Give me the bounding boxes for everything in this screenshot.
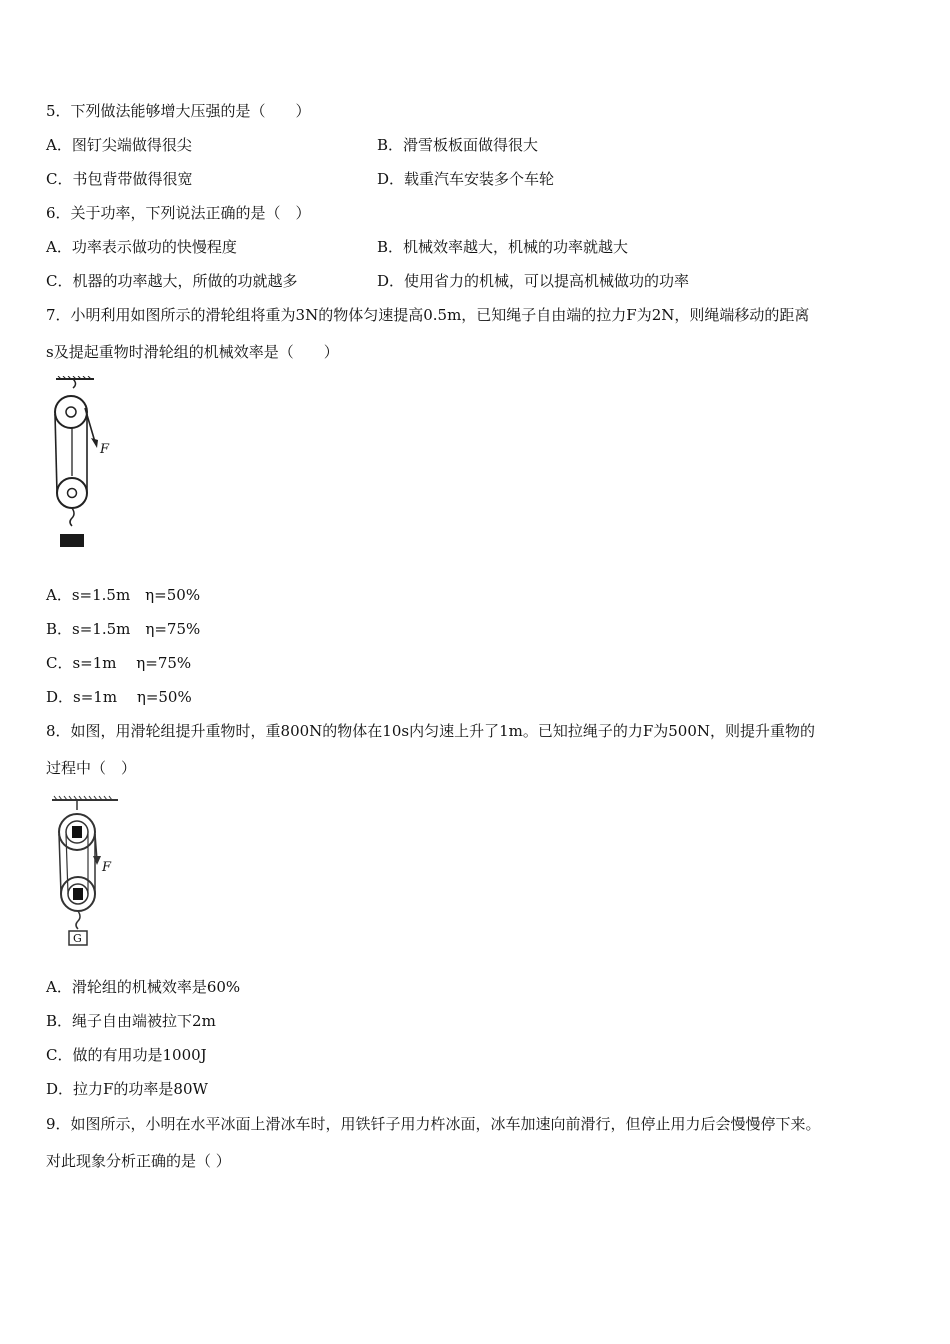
q5-stem: 5．下列做法能够增大压强的是（ ） [46, 102, 311, 120]
q7-pulley-figure [50, 376, 130, 552]
q8-figure-weight-label: G [73, 932, 82, 945]
q6-stem: 6．关于功率，下列说法正确的是（ ） [46, 204, 311, 222]
q8-figure-force-label: F [102, 860, 112, 875]
q8-option-a: A．滑轮组的机械效率是60% [46, 978, 241, 996]
q6-option-d: D．使用省力的机械，可以提高机械做功的功率 [377, 272, 690, 290]
q7-stem-line1: 7．小明利用如图所示的滑轮组将重为3N的物体匀速提高0.5m，已知绳子自由端的拉力F为2N，则绳端移动的距离 [46, 306, 810, 324]
q5-option-d: D．载重汽车安装多个车轮 [377, 170, 555, 188]
q6-option-c: C．机器的功率越大，所做的功就越多 [46, 272, 298, 290]
q6-option-b: B．机械效率越大，机械的功率就越大 [377, 238, 629, 256]
q7-option-c: C．s=1m η=75% [46, 654, 192, 672]
q8-pulley-figure [50, 794, 130, 950]
q6-option-a: A．功率表示做功的快慢程度 [46, 238, 237, 256]
q8-option-b: B．绳子自由端被拉下2m [46, 1012, 216, 1030]
q5-option-a: A．图钉尖端做得很尖 [46, 136, 192, 154]
q5-option-b: B．滑雪板板面做得很大 [377, 136, 539, 154]
q5-option-c: C．书包背带做得很宽 [46, 170, 193, 188]
q8-stem-line2: 过程中（ ） [46, 759, 137, 777]
q8-option-c: C．做的有用功是1000J [46, 1046, 207, 1064]
q9-stem-line1: 9．如图所示，小明在水平冰面上滑冰车时，用铁钎子用力杵冰面，冰车加速向前滑行，但停止用力后会慢慢停下来。 [46, 1115, 821, 1133]
q9-stem-line2: 对此现象分析正确的是（ ） [46, 1152, 231, 1170]
q7-option-b: B．s=1.5m η=75% [46, 620, 201, 638]
q7-figure-force-label: F [100, 442, 110, 457]
q8-option-d: D．拉力F的功率是80W [46, 1080, 208, 1098]
q7-option-a: A．s=1.5m η=50% [46, 586, 201, 604]
q7-option-d: D．s=1m η=50% [46, 688, 192, 706]
q8-stem-line1: 8．如图，用滑轮组提升重物时，重800N的物体在10s内匀速上升了1m。已知拉绳子的力F为500N，则提升重物的 [46, 722, 816, 740]
q7-stem-line2: s及提起重物时滑轮组的机械效率是（ ） [46, 343, 339, 361]
